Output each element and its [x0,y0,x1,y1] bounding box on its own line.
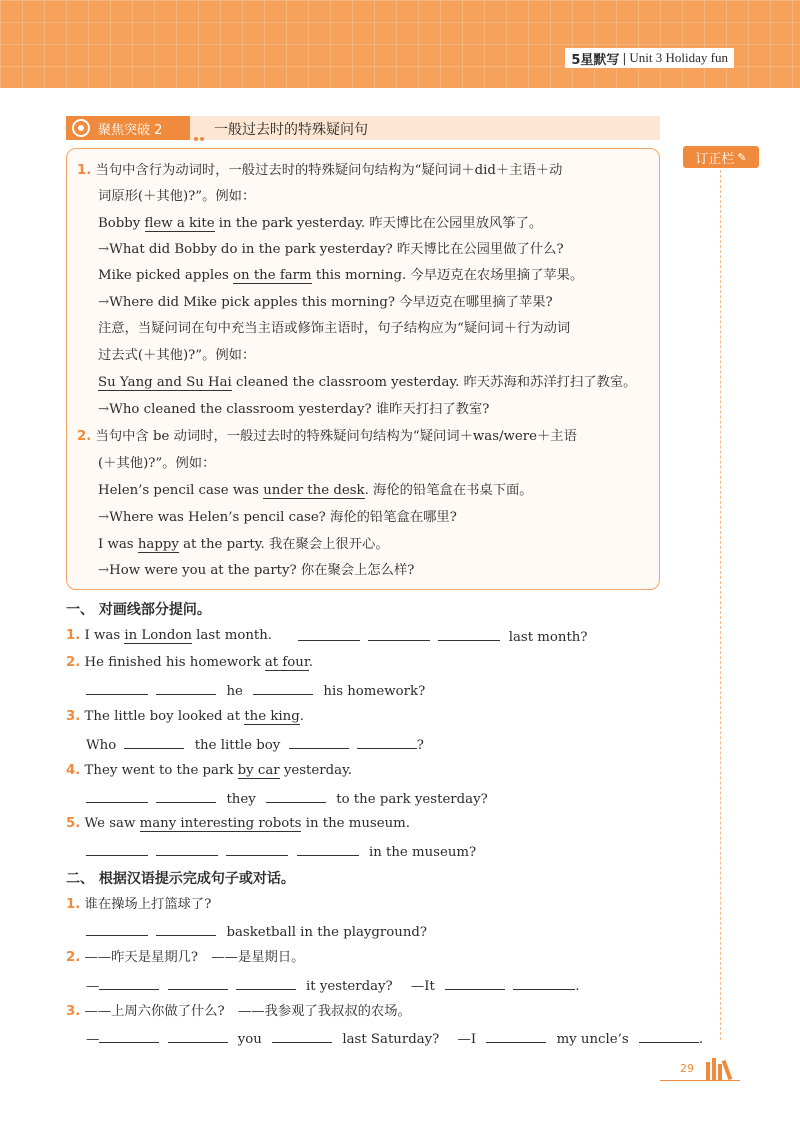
s2-answer-3 [86,1029,703,1049]
focus-banner [66,116,660,140]
answer-blank[interactable] [438,627,500,641]
focus-tag [66,116,190,140]
answer-blank[interactable] [236,976,296,990]
brand-label: 5星默写 [571,52,620,68]
answer-blank[interactable] [156,789,216,803]
s1-answer-2 [86,681,425,701]
answer-blank[interactable] [99,1029,159,1043]
answer-blank[interactable] [639,1029,699,1043]
page-footer-line [660,1080,740,1081]
example-1-question [98,241,564,259]
question-number: 5. [66,816,81,831]
arrow-icon: → [98,563,110,578]
sentence-text: . [299,709,304,724]
dots-icon [194,126,208,130]
sentence-text: to the park yesterday? [336,792,488,807]
underlined-part: Su Yang and Su Hai [98,375,232,390]
s1-answer-4 [86,789,488,809]
question-number: 1. [66,897,81,912]
answer-blank[interactable] [513,976,575,990]
example-text: Helen’s pencil case was [98,483,264,498]
question-text: Who cleaned the classroom yesterday? 谁昨天打扫了教室? [109,402,490,417]
sentence-text: ? [416,738,424,753]
sentence-text: his homework? [323,684,426,699]
target-icon [72,119,90,137]
rule-text: 当句中含行为动词时，一般过去时的特殊疑问句结构为“疑问词＋did＋主语＋动 [95,163,563,178]
answer-blank[interactable] [124,735,184,749]
rule-number: 1. [77,163,92,178]
question-text: Where did Mike pick apples this morning? 今早迈克在哪里摘了苹果? [109,295,553,310]
underlined-part: in London [124,628,192,643]
pencil-icon: ✎ [737,150,747,164]
dash-text: — [86,979,100,994]
answer-blank[interactable] [86,789,148,803]
example-text: . 海伦的铅笔盒在书桌下面。 [364,483,533,498]
note-line-2: 过去式(＋其他)?”。例如： [98,348,256,363]
answer-blank[interactable] [156,922,216,936]
s1-question-4 [66,762,352,780]
chinese-prompt: ——昨天是星期几? ——是星期日。 [84,950,305,965]
chinese-prompt: ——上周六你做了什么? ——我参观了我叔叔的农场。 [84,1004,411,1019]
example-3 [98,374,636,392]
example-5-question [98,562,414,580]
example-2-question [98,294,553,312]
answer-blank[interactable] [168,1029,228,1043]
answer-blank[interactable] [86,681,148,695]
question-number: 2. [66,655,81,670]
sentence-text: —I [457,1032,477,1047]
question-number: 1. [66,628,81,643]
underlined-part: at four [264,655,309,670]
sentence-text: last Saturday? [342,1032,440,1047]
sentence-text: Who [86,738,117,753]
answer-blank[interactable] [368,627,430,641]
question-text: How were you at the party? 你在聚会上怎么样? [109,563,415,578]
question-text: What did Bobby do in the park yesterday? 昨天博比在公园里做了什么? [109,242,564,257]
correction-tag [683,146,759,168]
section-2-title: 二、 根据汉语提示完成句子或对话。 [66,871,295,887]
sentence-text: he [226,684,243,699]
example-text: I was [98,537,138,552]
sentence-text: . [308,655,313,670]
example-text: Bobby [98,216,145,231]
sentence-text: it yesterday? [306,979,393,994]
example-3-question [98,401,489,419]
example-text: cleaned the classroom yesterday. 昨天苏海和苏洋打扫了教室。 [231,375,637,390]
focus-title: 一般过去时的特殊疑问句 [214,122,368,138]
example-text: this morning. 今早迈克在农场里摘了苹果。 [311,268,584,283]
sentence-text: . [575,979,580,994]
question-number: 3. [66,709,81,724]
grammar-rule-box [66,148,660,590]
sentence-text: they [226,792,256,807]
answer-blank[interactable] [86,922,148,936]
dash-text: — [86,1032,100,1047]
arrow-icon: → [98,402,110,417]
s2-question-1 [66,896,211,914]
example-text: at the party. 我在聚会上很开心。 [178,537,389,552]
sentence-text: my uncle’s [556,1032,629,1047]
question-number: 4. [66,763,81,778]
s2-answer-1 [86,922,427,942]
s1-answer-5 [86,842,476,862]
example-1 [98,215,542,233]
s2-question-3 [66,1003,411,1021]
sentence-text: last month. [191,628,273,643]
example-text: Mike picked apples [98,268,234,283]
unit-title: Unit 3 Holiday fun [629,50,728,65]
sentence-text: you [237,1032,262,1047]
s1-question-1 [66,627,272,645]
underlined-part: by car [237,763,280,778]
answer-blank[interactable] [168,976,228,990]
s1-answer-1 [298,627,588,647]
arrow-icon: → [98,295,110,310]
answer-blank[interactable] [445,976,505,990]
sentence-text: . [698,1032,704,1047]
sentence-text: I was [84,628,125,643]
rule-1-line-2: 词原形(＋其他)?”。例如： [98,189,256,204]
sentence-text: They went to the park [84,763,238,778]
answer-blank[interactable] [226,842,288,856]
sentence-text: last month? [508,630,588,645]
example-4-question [98,509,457,527]
note-line-1: 注意，当疑问词在句中充当主语或修饰主语时，句子结构应为“疑问词＋行为动词 [98,321,571,336]
s2-answer-2 [86,976,580,996]
arrow-icon: → [98,242,110,257]
example-5 [98,536,389,554]
answer-blank[interactable] [156,842,218,856]
example-text: in the park yesterday. 昨天博比在公园里放风筝了。 [214,216,543,231]
answer-blank[interactable] [266,789,326,803]
answer-blank[interactable] [272,1029,332,1043]
example-4 [98,482,533,500]
s1-question-3 [66,708,304,726]
s1-question-2 [66,654,313,672]
answer-blank[interactable] [486,1029,546,1043]
answer-blank[interactable] [99,976,159,990]
sentence-text: basketball in the playground? [226,925,428,940]
correction-column-line [720,170,721,1040]
sentence-text: —It [410,979,435,994]
sentence-text: in the museum. [301,816,411,831]
sentence-text: He finished his homework [84,655,265,670]
books-icon [706,1058,736,1080]
header-unit-tag [565,48,734,68]
example-2 [98,267,583,285]
top-banner [0,0,800,88]
rule-text: 当句中含 be 动词时，一般过去时的特殊疑问句结构为“疑问词＋was/were＋主语 [95,429,577,444]
answer-blank[interactable] [156,681,216,695]
s1-answer-3 [86,735,424,755]
sentence-text: the little boy [194,738,281,753]
underlined-part: happy [137,537,179,552]
answer-blank[interactable] [297,842,359,856]
page-number: 29 [680,1062,694,1075]
question-text: Where was Helen’s pencil case? 海伦的铅笔盒在哪里? [109,510,457,525]
header-separator: | [622,51,627,65]
underlined-part: flew a kite [144,216,215,231]
sentence-text: The little boy looked at [84,709,245,724]
underlined-part: the king [244,709,300,724]
answer-blank[interactable] [357,735,417,749]
answer-blank[interactable] [253,681,313,695]
focus-label: 聚焦突破 2 [98,122,163,138]
s1-question-5 [66,815,410,833]
arrow-icon: → [98,510,110,525]
sentence-text: yesterday. [279,763,353,778]
correction-label: 订正栏 [695,151,735,167]
answer-blank[interactable] [86,842,148,856]
sentence-text: We saw [84,816,140,831]
underlined-part: under the desk [263,483,365,498]
s2-question-2 [66,949,304,967]
rule-number: 2. [77,429,92,444]
rule-2-line-2: (＋其他)?”。例如： [98,456,216,471]
question-number: 2. [66,950,81,965]
question-number: 3. [66,1004,81,1019]
answer-blank[interactable] [289,735,349,749]
answer-blank[interactable] [298,627,360,641]
chinese-prompt: 谁在操场上打篮球了? [84,897,212,912]
underlined-part: many interesting robots [139,816,302,831]
rule-1-line-1 [77,162,562,180]
sentence-text: in the museum? [368,845,477,860]
rule-2-line-1 [77,428,577,446]
underlined-part: on the farm [233,268,312,283]
section-1-title: 一、 对画线部分提问。 [66,602,211,618]
